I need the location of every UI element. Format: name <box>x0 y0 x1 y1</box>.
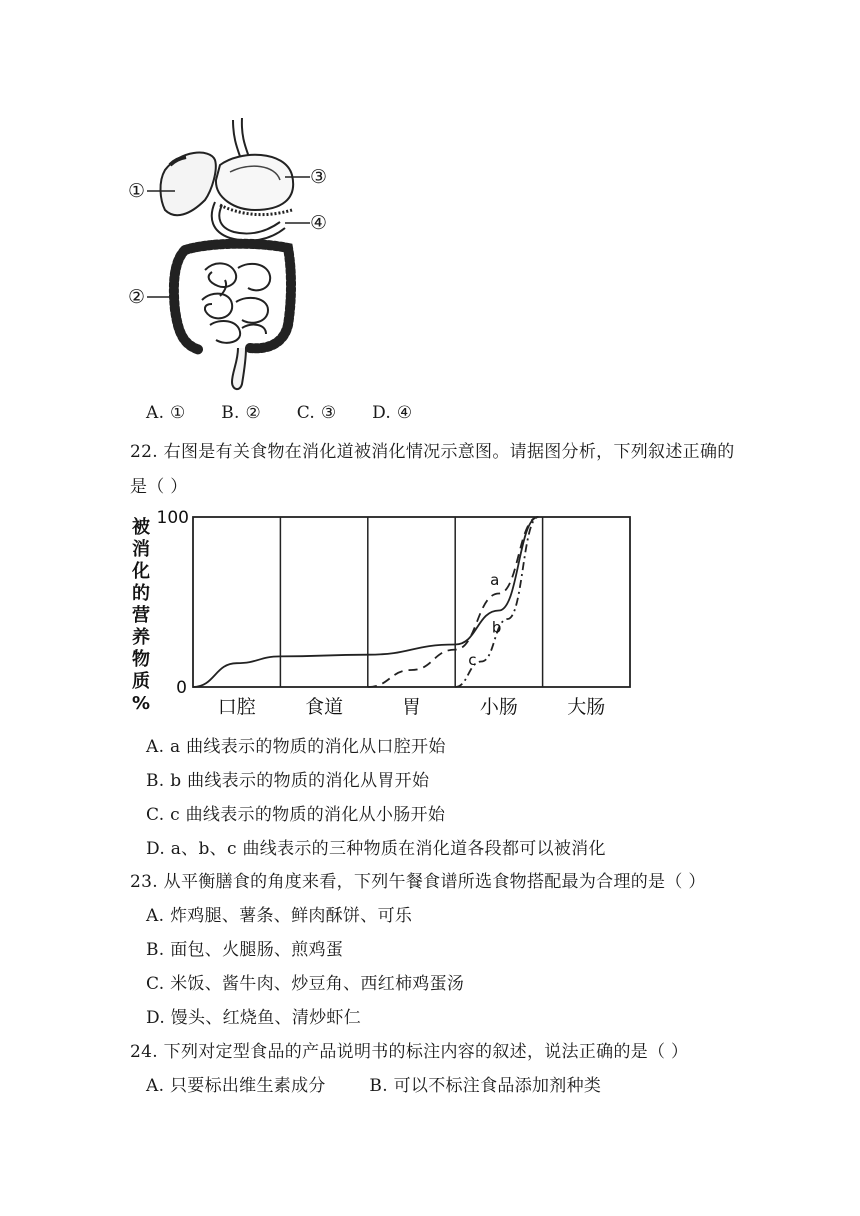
q23-stem: 23. 从平衡膳食的角度来看，下列午餐食谱所选食物搭配最为合理的是（ ） <box>130 872 706 892</box>
y-axis-label-char-7: 质 <box>132 671 150 692</box>
q21-option-a[interactable]: A. ① <box>146 403 186 423</box>
y-axis-label-char-3: 的 <box>132 583 150 604</box>
stomach-shape <box>216 155 293 210</box>
y-axis-label-char-1: 消 <box>132 539 150 560</box>
large-intestine-shape <box>174 244 291 350</box>
q23-option-a[interactable]: A. 炸鸡腿、薯条、鲜肉酥饼、可乐 <box>146 906 413 926</box>
q21-options <box>146 403 412 423</box>
y-axis-label-char-6: 物 <box>132 649 150 670</box>
q24-options <box>146 1071 601 1096</box>
q24-option-b[interactable]: B. 可以不标注食品添加剂种类 <box>369 1076 602 1096</box>
y-axis-label-char-5: 养 <box>132 627 150 648</box>
q23-option-d[interactable]: D. 馒头、红烧鱼、清炒虾仁 <box>146 1008 362 1028</box>
series-line-a <box>368 517 538 687</box>
q22-option-d[interactable]: D. a、b、c 曲线表示的三种物质在消化道各段都可以被消化 <box>146 839 606 859</box>
q24-stem: 24. 下列对定型食品的产品说明书的标注内容的叙述，说法正确的是（ ） <box>130 1042 689 1062</box>
series-label-b: b <box>491 618 502 637</box>
figure-label-2: ② <box>128 286 146 308</box>
series-label-a: a <box>490 571 500 589</box>
q22-option-c[interactable]: C. c 曲线表示的物质的消化从小肠开始 <box>146 805 446 825</box>
digestive-system-figure <box>120 110 350 395</box>
figure-label-3: ③ <box>310 166 328 188</box>
q21-option-c[interactable]: C. ③ <box>296 403 337 423</box>
category-label-1: 食道 <box>305 696 344 718</box>
chart-plot-frame <box>193 517 630 687</box>
figure-label-4: ④ <box>310 212 328 234</box>
q21-option-d[interactable]: D. ④ <box>372 403 413 423</box>
category-label-3: 小肠 <box>479 696 518 718</box>
y-axis-label-char-4: 营 <box>132 605 150 626</box>
category-label-4: 大肠 <box>567 696 606 718</box>
liver-shape <box>160 153 215 216</box>
digestion-chart <box>125 505 635 720</box>
q21-option-b[interactable]: B. ② <box>221 403 261 423</box>
q22-stem-line2: 是（ ） <box>130 477 188 497</box>
figure-label-1: ① <box>128 180 146 202</box>
q24-option-a[interactable]: A. 只要标出维生素成分 <box>146 1076 326 1096</box>
q23-option-b[interactable]: B. 面包、火腿肠、煎鸡蛋 <box>146 940 344 960</box>
y-axis-label-char-8: % <box>131 693 151 714</box>
y-tick-0: 0 <box>176 678 187 698</box>
series-label-c: c <box>468 650 477 669</box>
q23-option-c[interactable]: C. 米饭、酱牛肉、炒豆角、西红柿鸡蛋汤 <box>146 974 465 994</box>
q22-stem-line1: 22. 右图是有关食物在消化道被消化情况示意图。请据图分析，下列叙述正确的 <box>130 442 735 462</box>
category-label-2: 胃 <box>401 696 422 718</box>
q22-option-b[interactable]: B. b 曲线表示的物质的消化从胃开始 <box>146 771 430 791</box>
q22-option-a[interactable]: A. a 曲线表示的物质的消化从口腔开始 <box>146 737 446 757</box>
y-axis-label-char-0: 被 <box>132 517 150 538</box>
y-axis-label-char-2: 化 <box>132 561 150 582</box>
small-intestine-shape <box>202 263 270 342</box>
category-label-0: 口腔 <box>217 696 256 718</box>
y-tick-100: 100 <box>156 508 189 528</box>
